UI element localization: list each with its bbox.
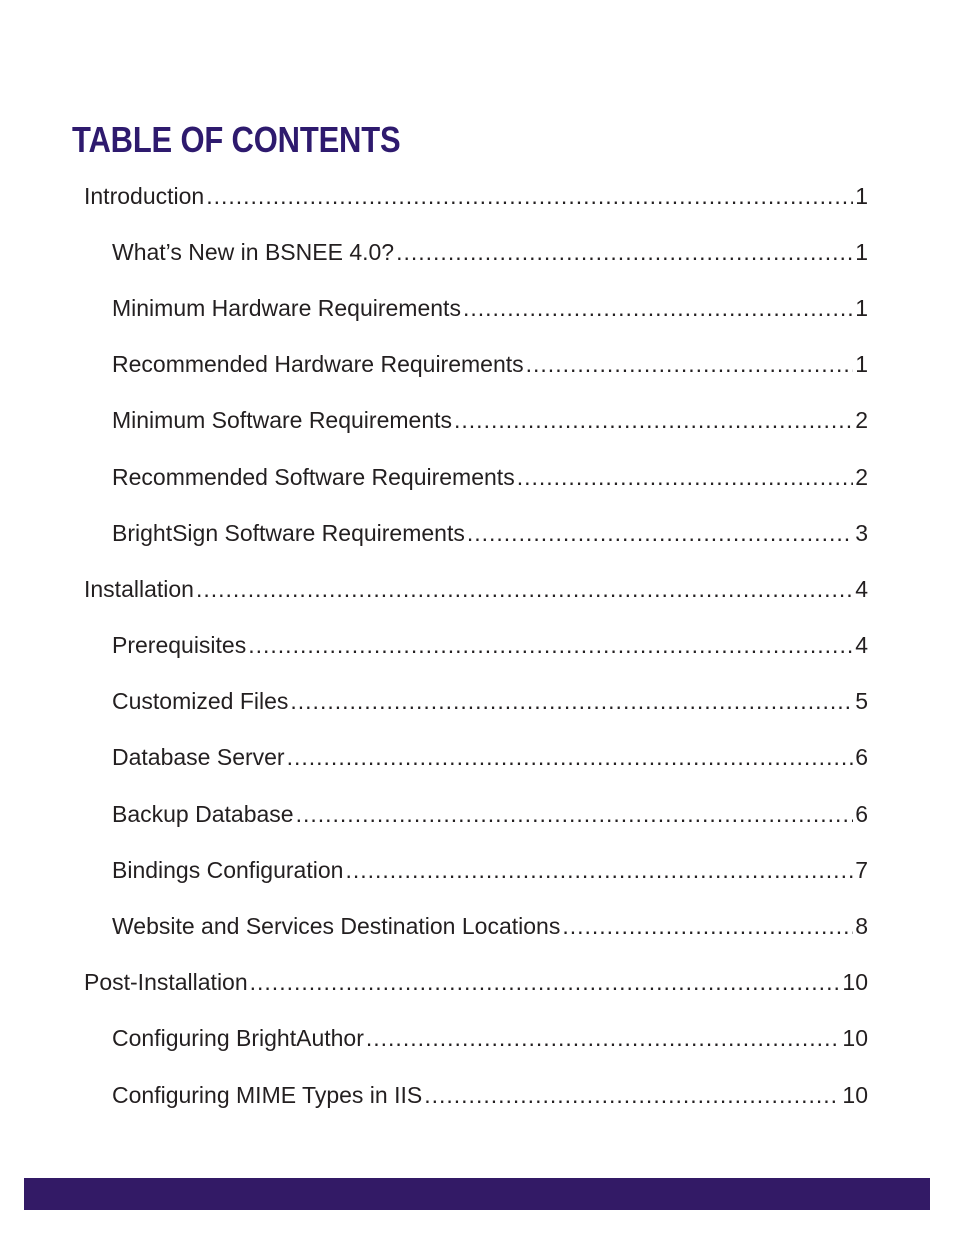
toc-entry-configuring-brightauthor[interactable] bbox=[0, 1011, 954, 1067]
toc-entry-label: Recommended Software Requirements bbox=[112, 463, 515, 490]
toc-entry-destination-locations[interactable] bbox=[0, 898, 954, 954]
dot-leader bbox=[562, 913, 853, 940]
toc-entry-configuring-mime-types[interactable] bbox=[0, 1067, 954, 1123]
dot-leader bbox=[248, 632, 853, 659]
toc-page-number: 2 bbox=[855, 463, 868, 490]
dot-leader bbox=[526, 351, 854, 378]
toc-page-number: 1 bbox=[855, 238, 868, 265]
toc-entry-minimum-hardware[interactable] bbox=[0, 280, 954, 336]
toc-entry-label: Bindings Configuration bbox=[112, 856, 344, 883]
dot-leader bbox=[454, 407, 853, 434]
toc-page-number: 1 bbox=[855, 351, 868, 378]
page-title: TABLE OF CONTENTS bbox=[72, 119, 401, 160]
toc-entry-backup-database[interactable] bbox=[0, 786, 954, 842]
toc-page-number: 10 bbox=[842, 969, 868, 996]
toc-entry-label: Website and Services Destination Locations bbox=[112, 913, 561, 940]
toc-page-number: 3 bbox=[855, 519, 868, 546]
toc-entry-post-installation[interactable] bbox=[0, 955, 954, 1011]
toc-entry-brightsign-software[interactable] bbox=[0, 505, 954, 561]
toc-entry-label: Minimum Hardware Requirements bbox=[112, 294, 461, 321]
dot-leader bbox=[463, 295, 853, 322]
toc-entry-introduction[interactable] bbox=[0, 168, 954, 224]
toc-page-number: 8 bbox=[855, 913, 868, 940]
dot-leader bbox=[206, 183, 853, 210]
toc-entry-prerequisites[interactable] bbox=[0, 618, 954, 674]
toc-entry-recommended-hardware[interactable] bbox=[0, 337, 954, 393]
dot-leader bbox=[296, 801, 854, 828]
dot-leader bbox=[287, 744, 854, 771]
toc-entry-label: Recommended Hardware Requirements bbox=[112, 351, 524, 378]
toc-page-number: 4 bbox=[855, 575, 868, 602]
toc-entry-label: Installation bbox=[84, 575, 194, 602]
toc-page-number: 6 bbox=[855, 800, 868, 827]
toc-page-number: 2 bbox=[855, 407, 868, 434]
dot-leader bbox=[467, 520, 853, 547]
toc-entry-label: Database Server bbox=[112, 744, 285, 771]
toc-page-number: 1 bbox=[855, 182, 868, 209]
toc-page-number: 5 bbox=[855, 688, 868, 715]
toc-entry-bindings-configuration[interactable] bbox=[0, 842, 954, 898]
toc-entry-label: Introduction bbox=[84, 182, 205, 209]
dot-leader bbox=[345, 857, 853, 884]
dot-leader bbox=[517, 464, 854, 491]
toc-entry-customized-files[interactable] bbox=[0, 674, 954, 730]
toc-page-number: 10 bbox=[842, 1025, 868, 1052]
toc-entry-label: What’s New in BSNEE 4.0? bbox=[112, 238, 395, 265]
toc-entry-whats-new[interactable] bbox=[0, 224, 954, 280]
toc-entry-installation[interactable] bbox=[0, 561, 954, 617]
dot-leader bbox=[196, 576, 853, 603]
toc-page-number: 1 bbox=[855, 294, 868, 321]
toc-page-number: 10 bbox=[842, 1081, 868, 1108]
toc-entry-minimum-software[interactable] bbox=[0, 393, 954, 449]
dot-leader bbox=[424, 1082, 840, 1109]
toc-entry-label: Customized Files bbox=[112, 688, 289, 715]
toc-entry-label: Configuring MIME Types in IIS bbox=[112, 1081, 423, 1108]
toc-entry-database-server[interactable] bbox=[0, 730, 954, 786]
dot-leader bbox=[250, 969, 841, 996]
toc-entry-label: Minimum Software Requirements bbox=[112, 407, 453, 434]
toc-entry-recommended-software[interactable] bbox=[0, 449, 954, 505]
dot-leader bbox=[366, 1025, 841, 1052]
toc-entry-label: Backup Database bbox=[112, 800, 294, 827]
toc-entry-label: BrightSign Software Requirements bbox=[112, 519, 465, 546]
toc-entry-label: Post-Installation bbox=[84, 969, 248, 996]
toc-list bbox=[0, 168, 954, 1123]
footer-bar bbox=[24, 1178, 930, 1210]
dot-leader bbox=[396, 239, 853, 266]
toc-page-number: 4 bbox=[855, 632, 868, 659]
toc-page-number: 7 bbox=[855, 856, 868, 883]
toc-entry-label: Prerequisites bbox=[112, 632, 247, 659]
toc-entry-label: Configuring BrightAuthor bbox=[112, 1025, 364, 1052]
dot-leader bbox=[290, 688, 853, 715]
toc-page-number: 6 bbox=[855, 744, 868, 771]
